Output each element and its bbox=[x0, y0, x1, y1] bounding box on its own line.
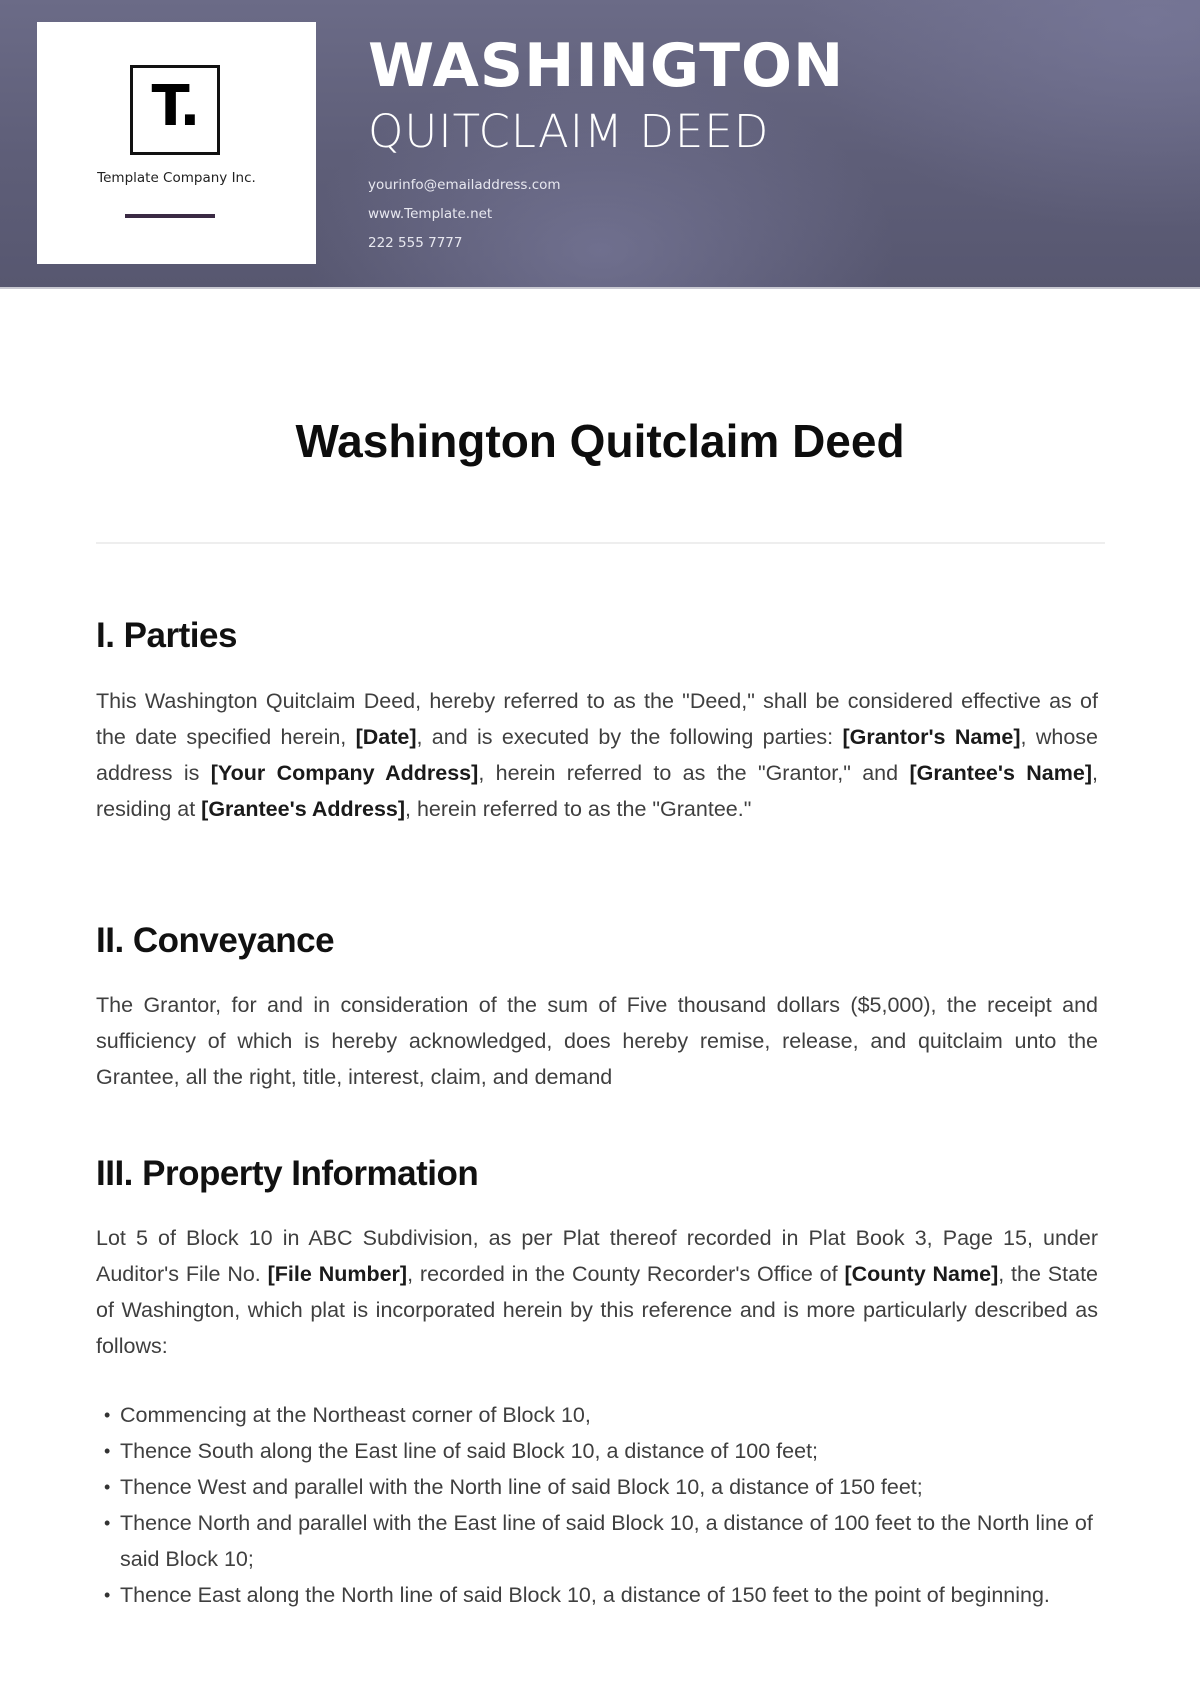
placeholder-field: [Your Company Address] bbox=[210, 761, 479, 785]
placeholder-field: [County Name] bbox=[844, 1262, 999, 1286]
list-item: • Thence East along the North line of said Block 10, a distance of 150 feet to the point of beginning. bbox=[96, 1577, 1096, 1613]
section-heading-property: III. Property Information bbox=[96, 1154, 479, 1193]
list-item: • Thence North and parallel with the East line of said Block 10, a distance of 100 feet to the North line of said Block 10; bbox=[96, 1505, 1096, 1577]
contact-phone: 222 555 7777 bbox=[368, 235, 463, 251]
placeholder-field: [File Number] bbox=[267, 1262, 408, 1286]
section-heading-parties: I. Parties bbox=[96, 616, 237, 655]
company-name: Template Company Inc. bbox=[97, 170, 256, 186]
logo-letter: T. bbox=[151, 74, 199, 139]
title-divider bbox=[96, 542, 1105, 544]
contact-email: yourinfo@emailaddress.com bbox=[368, 177, 561, 193]
list-item: • Thence South along the East line of said Block 10, a distance of 100 feet; bbox=[96, 1433, 1096, 1469]
bullet-icon: • bbox=[104, 1513, 111, 1533]
logo-mark-icon bbox=[130, 65, 220, 155]
section-heading-conveyance: II. Conveyance bbox=[96, 921, 335, 960]
bullet-icon: • bbox=[104, 1441, 111, 1461]
list-item: • Thence West and parallel with the North line of said Block 10, a distance of 150 feet; bbox=[96, 1469, 1096, 1505]
bullet-icon: • bbox=[104, 1477, 111, 1497]
bullet-icon: • bbox=[104, 1405, 111, 1425]
list-item: • Commencing at the Northeast corner of Block 10, bbox=[96, 1397, 1096, 1433]
contact-website: www.Template.net bbox=[368, 206, 493, 222]
header-subtitle: QUITCLAIM DEED bbox=[368, 105, 770, 158]
header-title: WASHINGTON bbox=[368, 31, 845, 101]
property-description-list bbox=[96, 1397, 1096, 1613]
header-banner bbox=[0, 0, 1200, 289]
placeholder-field: [Grantor's Name] bbox=[842, 725, 1021, 749]
section-paragraph-property: Lot 5 of Block 10 in ABC Subdivision, as per Plat thereof recorded in Plat Book 3, Page 15, under Auditor's File No. [File Number], recorded in the County Recorder's Office of [County Name], the State of Washington, which plat is incorporated herein by this reference and is more particularly described as follows: bbox=[96, 1226, 1098, 1358]
section-paragraph-parties: This Washington Quitclaim Deed, hereby referred to as the "Deed," shall be considered effective as of the date specified herein, [Date], and is executed by the following parties: [Grantor's Name], whose address is [Your Company Address], herein referred to as the "Grantor," and [Grantee's Name], residing at [Grantee's Address], herein referred to as the "Grantee." bbox=[96, 689, 1098, 821]
placeholder-field: [Grantee's Address] bbox=[201, 797, 406, 821]
section-paragraph-conveyance: The Grantor, for and in consideration of the sum of Five thousand dollars ($5,000), the receipt and sufficiency of which is hereby acknowledged, does hereby remise, release, and quitclaim unto the Grantee, all the right, title, interest, claim, and demand bbox=[96, 993, 1098, 1089]
bullet-icon: • bbox=[104, 1585, 111, 1605]
document-title: Washington Quitclaim Deed bbox=[295, 415, 905, 467]
placeholder-field: [Grantee's Name] bbox=[909, 761, 1093, 785]
placeholder-field: [Date] bbox=[355, 725, 417, 749]
logo-underline bbox=[125, 214, 215, 218]
company-logo bbox=[37, 22, 316, 264]
